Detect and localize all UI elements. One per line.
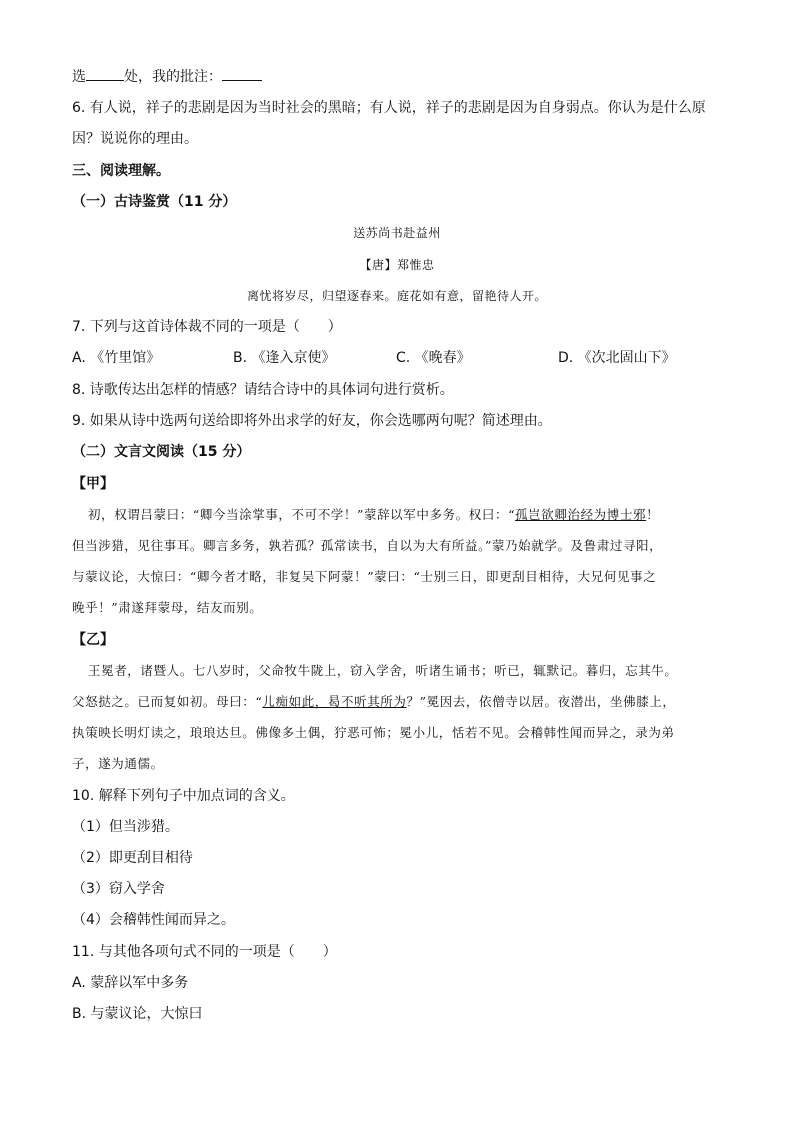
- q7-option-c[interactable]: C. 《晚春》: [396, 350, 471, 366]
- passage-jia-label: 【甲】: [72, 476, 114, 492]
- jia-line-1: [88, 505, 659, 525]
- poem-text: 离忧将岁尽，归望逐春来。庭花如有意，留艳待人开。: [246, 289, 547, 303]
- yi-line-2-text: 父怒挞之。已而复如初。母曰：“: [72, 694, 263, 709]
- section-3-title: 三、阅读理解。: [72, 163, 170, 179]
- yi-line-2: [72, 692, 676, 712]
- q10-item-1: （1）但当涉猎。: [72, 819, 179, 835]
- question-6-line1: 6. 有人说，祥子的悲剧是因为当时社会的黑暗；有人说，祥子的悲剧是因为自身弱点。你认为是什么原: [72, 100, 706, 116]
- answer-blank[interactable]: [86, 66, 124, 81]
- q11-option-a[interactable]: A. 蒙辞以军中多务: [72, 975, 189, 991]
- annotation-label: 处，我的批注：: [124, 69, 222, 85]
- question-10: 10. 解释下列句子中加点词的含义。: [72, 788, 295, 804]
- question-8: 8. 诗歌传达出怎样的情感？请结合诗中的具体词句进行赏析。: [72, 382, 454, 398]
- jia-line-1-text: 初，权谓吕蒙曰：“卿今当涂掌事，不可不学！”蒙辞以军中多务。权曰：“: [88, 507, 516, 522]
- q7-option-d[interactable]: D. 《次北固山下》: [558, 350, 676, 366]
- yi-line-4: 子，遂为通儒。: [72, 756, 164, 771]
- q7-option-b[interactable]: B. 《逢入京使》: [233, 350, 336, 366]
- question-6-line2: 因？说说你的理由。: [72, 131, 198, 147]
- q7-option-a[interactable]: A. 《竹里馆》: [72, 350, 161, 366]
- question-11: 11. 与其他各项句式不同的一项是（ ）: [72, 944, 337, 960]
- yi-line-3: 执策映长明灯读之，琅琅达旦。佛像多土偶，狞恶可怖；冕小儿，恬若不见。会稽韩性闻而异之，录为弟: [72, 725, 675, 740]
- question-9: 9. 如果从诗中选两句送给即将外出求学的好友，你会选哪两句呢？简述理由。: [72, 413, 552, 429]
- yi-line-2-end: ？”冕因去，依僧寺以居。夜潜出，坐佛膝上，: [406, 694, 676, 709]
- poem-author: 【唐】郑惟忠: [359, 258, 435, 272]
- part-2-title: （二）文言文阅读（15 分）: [72, 444, 251, 460]
- q10-item-3: （3）窃入学舍: [72, 881, 165, 897]
- q11-option-b[interactable]: B. 与蒙议论，大惊曰: [72, 1006, 203, 1022]
- question-7: 7. 下列与这首诗体裁不同的一项是（ ）: [72, 319, 342, 335]
- poem-title: 送苏尚书赴益州: [353, 226, 441, 240]
- passage-yi-label: 【乙】: [72, 632, 114, 648]
- underlined-sentence: 孤岂欲卿治经为博士邪: [515, 507, 647, 522]
- jia-line-2: 但当涉猎，见往事耳。卿言多务，孰若孤？孤常读书，自以为大有所益。”蒙乃始就学。及鲁肃过寻阳，: [72, 538, 663, 553]
- part-1-title: （一）古诗鉴赏（11 分）: [72, 194, 237, 210]
- jia-line-3: 与蒙议论，大惊曰：“卿今者才略，非复吴下阿蒙！”蒙曰：“士别三日，即更刮目相待，大兄何见事之: [72, 569, 657, 584]
- annotation-line: [72, 66, 262, 87]
- select-prefix: 选: [72, 69, 86, 85]
- annotation-blank[interactable]: [222, 66, 262, 81]
- jia-line-1-end: ！: [646, 507, 660, 522]
- underlined-sentence: 儿痴如此，曷不听其所为: [262, 694, 407, 709]
- jia-line-4: 晚乎！”肃遂拜蒙母，结友而别。: [72, 600, 263, 615]
- q10-item-4: （4）会稽韩性闻而异之。: [72, 912, 235, 928]
- q10-item-2: （2）即更刮目相待: [72, 850, 193, 866]
- yi-line-1: 王冕者，诸暨人。七八岁时，父命牧牛陇上，窃入学舍，听诸生诵书；听已，辄默记。暮归，忘其牛。: [88, 663, 678, 678]
